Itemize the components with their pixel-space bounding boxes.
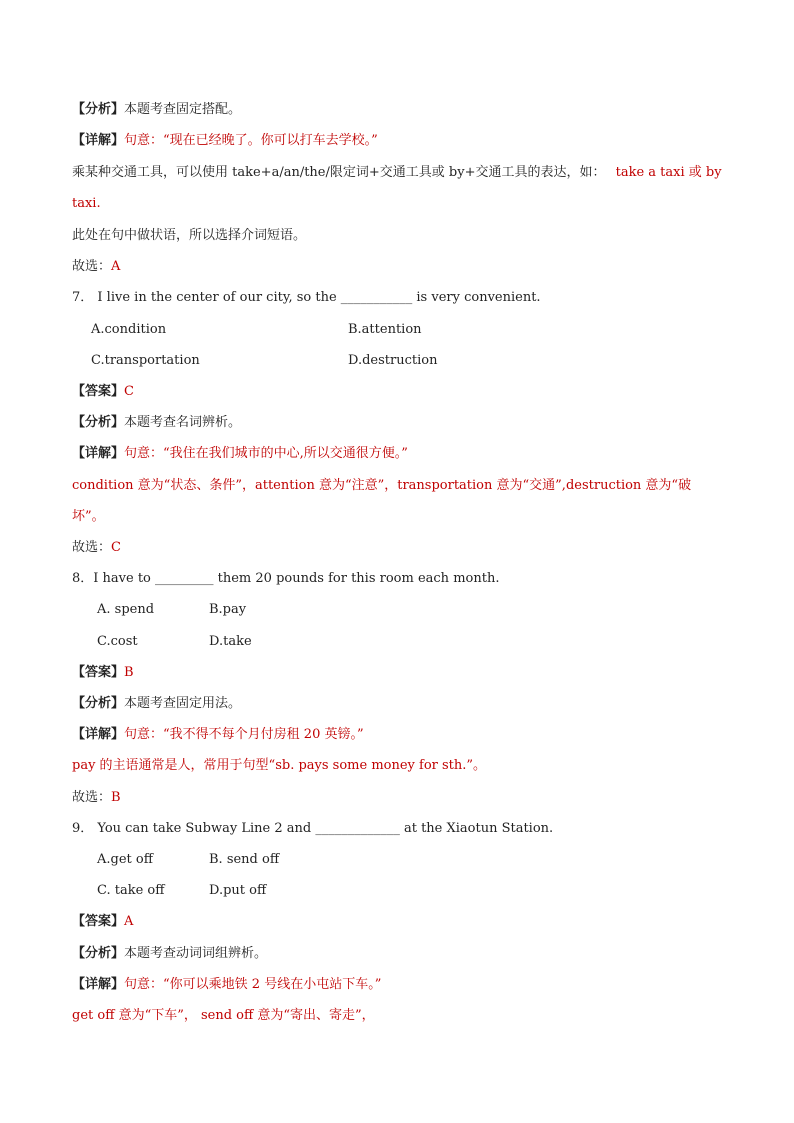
detail-tag: 【详解】 — [72, 446, 125, 461]
detail-text: 句意：“我住在我们城市的中心,所以交通很方便。” — [124, 446, 408, 461]
choice-label: 故选： — [72, 540, 112, 555]
q6-explanation-2: 此处在句中做状语，所以选择介词短语。 — [72, 228, 307, 243]
q9-option-d: D.put off — [209, 883, 267, 898]
analysis-tag: 【分析】 — [72, 415, 125, 430]
q9-analysis — [72, 944, 267, 964]
q7-answer-choice — [72, 538, 121, 558]
q7-answer — [72, 382, 134, 402]
q6-detail — [72, 131, 378, 151]
q8-analysis — [72, 694, 241, 714]
q7-option-b: B.attention — [348, 322, 422, 337]
q9-detail — [72, 975, 381, 995]
explanation-example: take a taxi 或 by — [615, 165, 722, 180]
q8-stem: 8．I have to _________ them 20 pounds for this room each month. — [72, 571, 500, 586]
choice-label: 故选： — [72, 790, 112, 805]
answer-tag: 【答案】 — [72, 665, 125, 680]
choice-value: A — [111, 259, 121, 274]
detail-tag: 【详解】 — [72, 727, 125, 742]
choice-value: B — [111, 790, 121, 805]
q8-option-d: D.take — [209, 634, 252, 649]
answer-tag: 【答案】 — [72, 914, 125, 929]
q7-analysis — [72, 413, 241, 433]
q7-option-c: C.transportation — [91, 353, 200, 368]
q8-option-b: B.pay — [209, 602, 247, 617]
analysis-text: 本题考查固定用法。 — [124, 696, 242, 711]
q7-stem: 7． I live in the center of our city, so the ___________ is very convenient. — [72, 290, 541, 305]
q9-option-c: C. take off — [97, 883, 165, 898]
answer-tag: 【答案】 — [72, 384, 125, 399]
detail-text: 句意：“现在已经晚了。你可以打车去学校。” — [124, 133, 378, 148]
detail-tag: 【详解】 — [72, 133, 125, 148]
answer-value: B — [124, 665, 134, 680]
detail-text: 句意：“我不得不每个月付房租 20 英镑。” — [124, 727, 364, 742]
q6-answer-choice — [72, 257, 120, 277]
q9-explanation: get off 意为“下车”， send off 意为“寄出、寄走”， — [72, 1008, 375, 1023]
q8-explanation: pay 的主语通常是人，常用于句型“sb. pays some money for sth.”。 — [72, 758, 487, 773]
q9-answer — [72, 912, 133, 932]
q6-explanation-1 — [72, 163, 722, 183]
q9-option-a: A.get off — [97, 852, 153, 867]
analysis-tag: 【分析】 — [72, 102, 125, 117]
q7-option-a: A.condition — [91, 322, 167, 337]
q7-detail — [72, 444, 408, 464]
q7-explanation-2: 坏”。 — [72, 509, 105, 524]
answer-value: A — [124, 914, 134, 929]
q8-option-c: C.cost — [97, 634, 138, 649]
q8-detail — [72, 725, 364, 745]
explanation-text: 乘某种交通工具，可以使用 take+a/an/the/限定词+交通工具或 by+交通工具的表达，如： — [72, 165, 606, 180]
analysis-tag: 【分析】 — [72, 946, 125, 961]
detail-tag: 【详解】 — [72, 977, 125, 992]
q8-answer-choice — [72, 788, 121, 808]
analysis-tag: 【分析】 — [72, 696, 125, 711]
analysis-text: 本题考查动词词组辨析。 — [124, 946, 268, 961]
analysis-text: 本题考查名词辨析。 — [124, 415, 242, 430]
choice-value: C — [111, 540, 121, 555]
q8-answer — [72, 663, 134, 683]
q7-explanation-1: condition 意为“状态、条件”，attention 意为“注意”，transportation 意为“交通”,destruction 意为“破 — [72, 478, 692, 493]
q9-stem: 9． You can take Subway Line 2 and _____________ at the Xiaotun Station. — [72, 821, 554, 836]
detail-text: 句意：“你可以乘地铁 2 号线在小屯站下车。” — [124, 977, 382, 992]
choice-label: 故选： — [72, 259, 112, 274]
answer-value: C — [124, 384, 134, 399]
q6-analysis — [72, 100, 241, 120]
q6-explanation-1-cont: taxi. — [72, 196, 101, 211]
q9-option-b: B. send off — [209, 852, 280, 867]
analysis-text: 本题考查固定搭配。 — [124, 102, 242, 117]
q7-option-d: D.destruction — [348, 353, 438, 368]
q8-option-a: A. spend — [97, 602, 155, 617]
